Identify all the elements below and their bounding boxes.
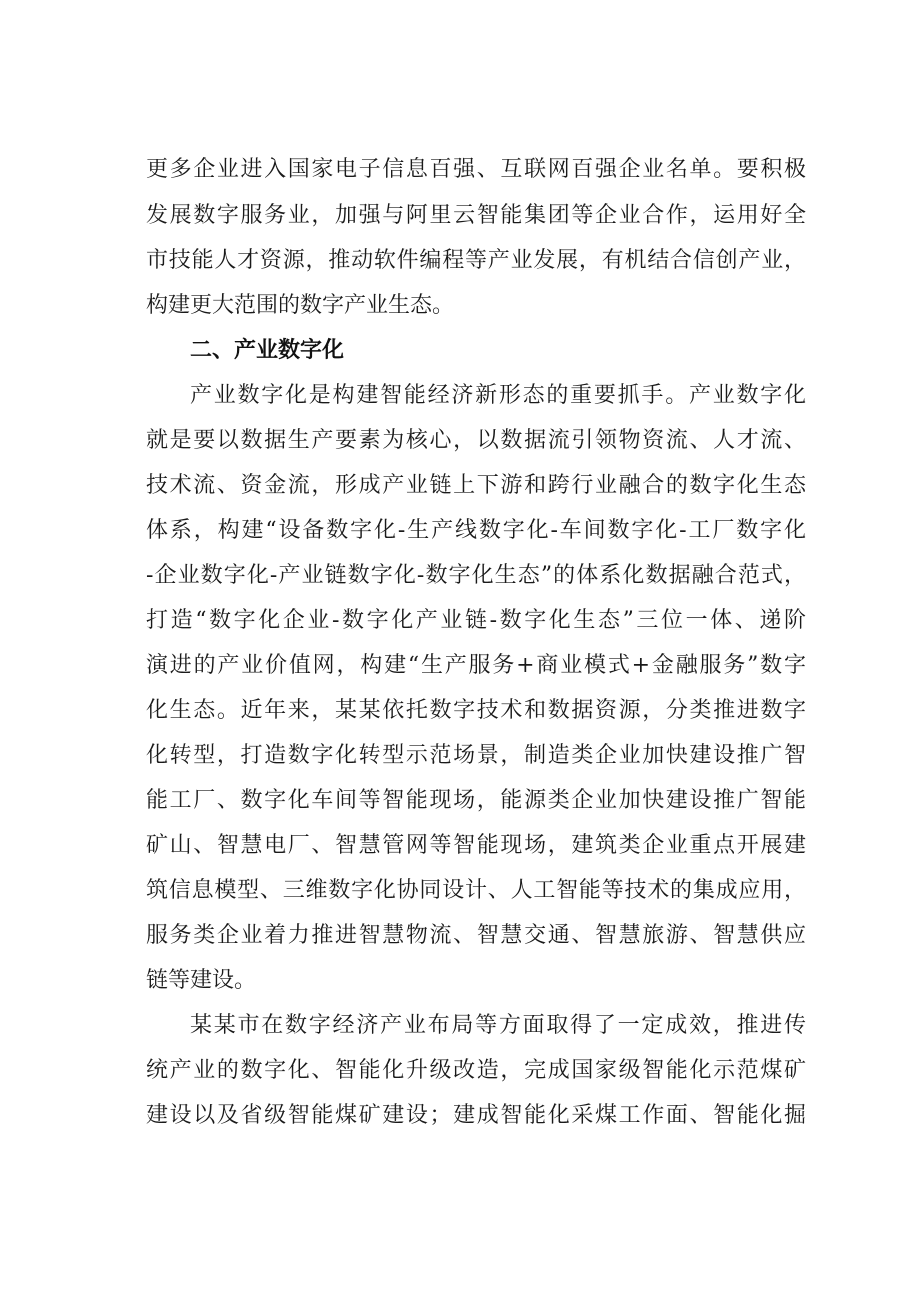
- paragraph-2-line-3: 技术流、资金流，形成产业链上下游和跨行业融合的数字化生态: [146, 473, 806, 498]
- section-heading: 二、产业数字化: [190, 338, 345, 363]
- paragraph-2-line-4: 体系，构建“设备数字化-生产线数字化-车间数字化-工厂数字化: [146, 518, 806, 543]
- paragraph-2-line-13: 服务类企业着力推进智慧物流、智慧交通、智慧旅游、智慧供应: [146, 923, 806, 948]
- paragraph-2-line-8: 化生态。近年来，某某依托数字技术和数据资源，分类推进数字: [146, 698, 806, 723]
- paragraph-3-line-1: 某某市在数字经济产业布局等方面取得了一定成效，推进传: [190, 1013, 806, 1038]
- paragraph-3-line-3: 建设以及省级智能煤矿建设；建成智能化采煤工作面、智能化掘: [146, 1103, 806, 1128]
- paragraph-2-line-1: 产业数字化是构建智能经济新形态的重要抓手。产业数字化: [190, 383, 806, 408]
- paragraph-2-line-6: 打造“数字化企业-数字化产业链-数字化生态”三位一体、递阶: [146, 608, 806, 633]
- paragraph-2-line-2: 就是要以数据生产要素为核心，以数据流引领物资流、人才流、: [146, 428, 806, 453]
- paragraph-1-line-2: 发展数字服务业，加强与阿里云智能集团等企业合作，运用好全: [146, 203, 806, 228]
- paragraph-2-line-12: 筑信息模型、三维数字化协同设计、人工智能等技术的集成应用，: [146, 878, 806, 903]
- paragraph-1-line-4: 构建更大范围的数字产业生态。: [146, 293, 455, 318]
- paragraph-1-line-3: 市技能人才资源，推动软件编程等产业发展，有机结合信创产业，: [146, 248, 806, 273]
- paragraph-2-line-5: -企业数字化-产业链数字化-数字化生态”的体系化数据融合范式，: [146, 563, 806, 588]
- paragraph-3-line-2: 统产业的数字化、智能化升级改造，完成国家级智能化示范煤矿: [146, 1058, 806, 1083]
- paragraph-2-line-10: 能工厂、数字化车间等智能现场，能源类企业加快建设推广智能: [146, 788, 806, 813]
- paragraph-2-line-11: 矿山、智慧电厂、智慧管网等智能现场，建筑类企业重点开展建: [146, 833, 806, 858]
- paragraph-1-line-1: 更多企业进入国家电子信息百强、互联网百强企业名单。要积极: [146, 157, 806, 182]
- paragraph-2-line-14: 链等建设。: [146, 968, 257, 993]
- paragraph-2-line-9: 化转型，打造数字化转型示范场景，制造类企业加快建设推广智: [146, 743, 806, 768]
- paragraph-2-line-7: 演进的产业价值网，构建“生产服务+商业模式+金融服务”数字: [146, 653, 806, 678]
